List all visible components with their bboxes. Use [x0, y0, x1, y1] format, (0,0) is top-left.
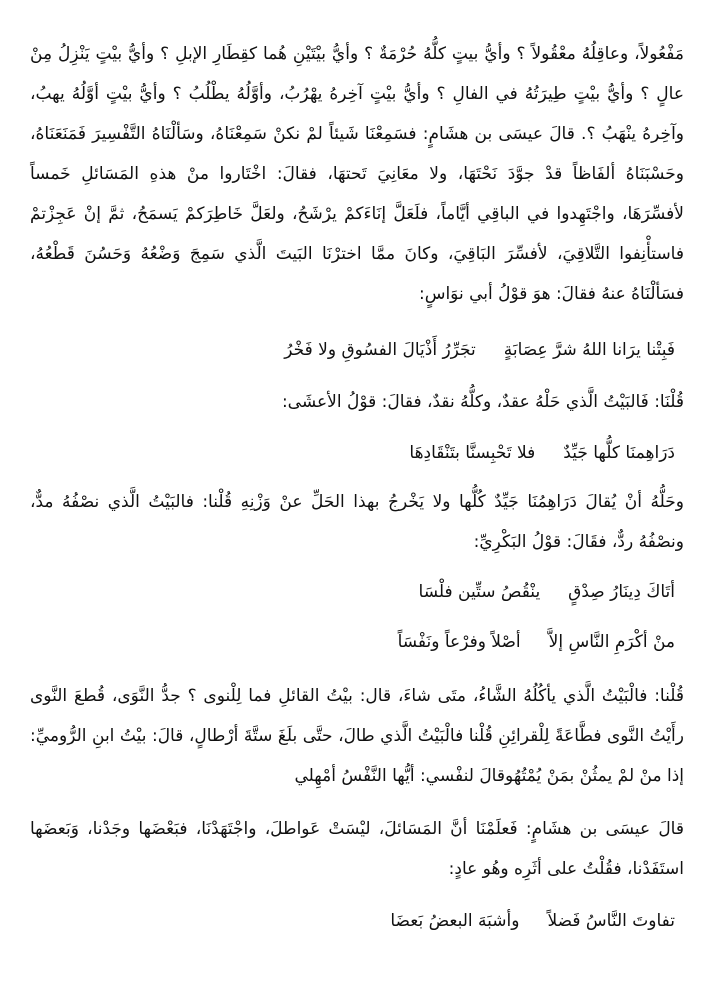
verse-al-bakri-first [200, 576, 675, 608]
paragraph-question-two: قُلْنَا: فَالبَيْتُ الَّذي حَلْهُ عقدٌ، وكلُّهُ نقدٌ، فقالَ: قوْلُ الأعشَى: [281, 392, 684, 412]
verse-abu-nuwas [200, 334, 675, 366]
paragraph-closing: قالَ عيسَى بن هشَامٍ: فَعلَمْنَا أنَّ المَسَائلَ، ليْسَتْ عَواطلَ، واجْتَهَدْنَا، فبَعْضَها وجَدْنا، وَبَعضَها استَفَدْنا، فقُلْتُ على أثَرِه وهُو عادٍ: [30, 819, 684, 879]
verse-second-hemistich: ينْقُصُ ستِّين فلْسَا [418, 582, 541, 602]
verse-first-hemistich: منْ أكْرَمِ النَّاسِ إلاَّ [548, 632, 675, 652]
verse-first-hemistich: تفاوتَ النَّاسُ فَضلاً [547, 911, 675, 931]
verse-al-asha [200, 437, 675, 469]
verse-second-hemistich: أصْلاً وفرْعاً ونَفْسَاً [397, 632, 521, 652]
verse-second-hemistich: تجَرِّرُ أَذْيَالَ الفسُوقِ ولا فَخْرُ [284, 340, 476, 360]
verse-al-bakri-second [200, 626, 675, 658]
verse-first-hemistich: فَبِتْنا يرَانا اللهُ شرَّ عِصَابَةٍ [503, 340, 675, 360]
verse-second-hemistich: وأشبَهَ البعضُ بَعضَا [390, 911, 520, 931]
paragraph-riddles: مَفْعُولاً، وعاقِلُهُ معْقُولاً ؟ وأيُّ بيتٍ كلُّهُ حُرْمَةٌ ؟ وأيُّ بيْتَيْنِ هُما كقِطَارِ الإبلِ ؟ وأيُّ بيْتٍ يَنْزِلُ مِنْ عالٍ ؟ وأيُّ بيْتٍ طِيرَتُهُ في الفالِ ؟ وأيُّ بيْتٍ آخِرهُ يهْرُبُ، وأوَّلُهُ يطْلُبُ ؟ وأيُّ بيْتٍ أوَّلُهُ يهبُ، وآخِرهُ ينْهَبُ ؟. قالَ عيسَى بن هشَامٍ: فسَمِعْنَا شَيئاً لمْ نكنْ سَمِعْنَاهُ، وسَألْنَاهُ التَّفْسِيرَ فَمَنَعَنَاهُ، وحَسْبَنَاهُ ألفَاظاً قدْ جوَّدَ نَحْتَهَا، ولا معَانِيَ تَحتهَا، فقالَ: اخْتَاروا منْ هذهِ المَسَائلِ خَمساً لأفسِّرَهَا، واجْتَهِدوا في الباقِي أيَّاماً، فلَعَلَّ إنَاءَكمْ يرْشَحُ، ولعَلَّ خَاطِرَكمْ يَسمَحُ، ثمَّ إنْ عَجِزْتمْ فاستأْنِفوا التَّلاقِيَ، لأفسِّرَ البَاقِيَ، وكانَ ممَّا اخترْنَا البَيتَ الَّذي سَمِجَ وَضْعُهُ وَحَسُنَ قَطْعُهُ، فسَألْنَاهُ عنهُ فقالَ: هوَ قوْلُ أبي نوَاسٍ: [30, 44, 684, 304]
verse-second-hemistich: فلا تَحْبِسنَّا بتَنْقَادِهَا [409, 443, 536, 463]
verse-closing [200, 905, 675, 937]
paragraph-question-three: وحَلُّهُ أنْ يُقالَ دَرَاهِمُنَا جَيِّدٌ كُلُّها ولا يَخْرجُ بهذا الحَلِّ عنْ وَزْنِهِ قُلْنا: فالبَيْتُ الَّذي نصْفُهُ مدٌّ، ونصْفُهُ ردٌّ، فقَالَ: قوْلُ البَكْرِيِّ: [30, 492, 684, 552]
paragraph-question-four: قُلْنا: فالْبَيْتُ الَّذي يأكُلُهُ الشَّاءُ، متَى شاءَ، قال: بيْتُ القائلِ فما لِلْنوى ؟ جدُّ النَّوَى، قُطعَ النَّوى رأَيْتُ النَّوى فطَّاعَةً لِلْقرائِنِ قُلْنا فالْبَيْتُ الَّذي طالَ، حتَّى بلَغَ ستَّةَ أرْطالٍ، قالَ: بيْتُ ابنِ الرُّوميِّ: إذا منْ لمْ يمثُنْ بمَنْ يُمْتُهُوقالَ لنفْسي: أيُّها النَّفْسُ أمْهِلي [30, 686, 684, 786]
verse-first-hemistich: دَرَاهِمنَا كلُّها جَيِّدٌ [563, 443, 675, 463]
verse-first-hemistich: أتَاكَ دِينَارُ صِدْقٍ [568, 582, 675, 602]
